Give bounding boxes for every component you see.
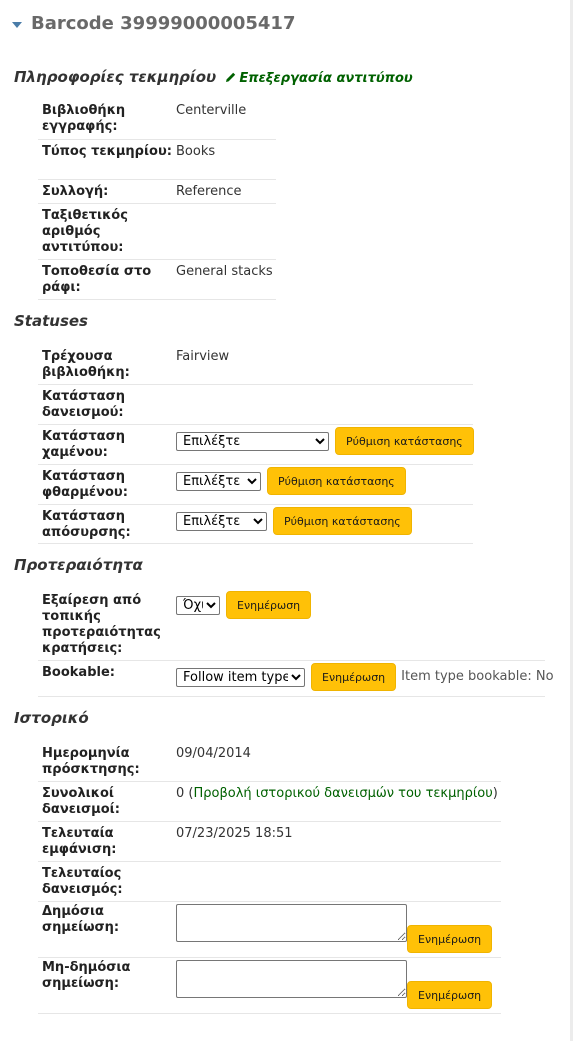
edit-item-link-label: Επεξεργασία αντιτύπου — [239, 71, 413, 86]
info-row-call-number — [38, 204, 276, 260]
close-paren: ) — [492, 786, 498, 801]
history-row-nonpublic-note — [38, 958, 501, 1014]
edit-item-link[interactable] — [225, 71, 412, 86]
priority-row-exempt — [38, 589, 545, 661]
status-value: Fairview — [176, 349, 230, 364]
info-label: Τύπος τεκμηρίου: — [42, 144, 172, 159]
withdrawn-status-select[interactable] — [176, 512, 267, 531]
info-row-home-library — [38, 99, 276, 140]
info-value: General stacks — [176, 264, 273, 279]
history-value: 09/04/2014 — [176, 746, 251, 761]
pencil-icon — [225, 71, 237, 83]
priority-controls — [176, 663, 554, 691]
section-title-item-info: Πληροφορίες τεκμηρίου — [14, 68, 217, 86]
history-row-acquisition — [38, 742, 501, 782]
status-label: Κατάσταση δανεισμού: — [42, 389, 125, 420]
barcode-header-toggle[interactable] — [12, 13, 295, 34]
update-public-note-button[interactable]: Ενημέρωση — [407, 925, 492, 953]
damaged-status-select[interactable] — [176, 472, 261, 491]
info-row-collection — [38, 180, 276, 204]
section-item-info — [14, 68, 413, 86]
status-label: Τρέχουσα βιβλιοθήκη: — [42, 349, 130, 380]
status-label: Κατάσταση φθαρμένου: — [42, 469, 128, 500]
info-value: Books — [176, 144, 216, 159]
history-label: Τελευταίος δανεισμός: — [42, 866, 123, 897]
history-row-public-note — [38, 902, 501, 958]
priority-row-bookable — [38, 661, 554, 697]
caret-down-icon — [12, 22, 22, 28]
status-row-damaged — [38, 465, 473, 505]
section-title-history: Ιστορικό — [14, 709, 89, 727]
set-lost-status-button[interactable]: Ρύθμιση κατάστασης — [335, 427, 474, 455]
history-value — [176, 786, 498, 802]
info-row-item-type — [38, 140, 276, 180]
local-holds-exempt-select[interactable] — [176, 596, 220, 615]
status-controls — [176, 507, 412, 535]
history-label: Δημόσια σημείωση: — [42, 904, 120, 935]
status-row-lost — [38, 425, 473, 465]
history-label: Ημερομηνία πρόσκτησης: — [42, 746, 140, 777]
priority-label: Bookable: — [42, 665, 115, 680]
set-withdrawn-status-button[interactable]: Ρύθμιση κατάστασης — [273, 507, 412, 535]
priority-label: Εξαίρεση από τοπικής προτεραιότητας κρατήσεις: — [42, 593, 161, 656]
history-value: 07/23/2025 18:51 — [176, 826, 293, 841]
history-label: Μη-δημόσια σημείωση: — [42, 960, 131, 991]
priority-controls — [176, 591, 311, 619]
update-exempt-button[interactable]: Ενημέρωση — [226, 591, 311, 619]
status-row-checkout — [38, 385, 473, 425]
info-value: Reference — [176, 184, 242, 199]
history-row-last-borrowed — [38, 862, 501, 902]
nonpublic-note-controls — [176, 960, 492, 1009]
checkout-history-link[interactable]: Προβολή ιστορικού δανεισμών του τεκμηρίου — [193, 786, 493, 801]
history-label: Συνολικοί δανεισμοί: — [42, 786, 120, 817]
section-title-statuses: Statuses — [14, 312, 88, 330]
info-label: Συλλογή: — [42, 184, 109, 199]
status-label: Κατάσταση απόσυρσης: — [42, 509, 131, 540]
history-label: Τελευταία εμφάνιση: — [42, 826, 117, 857]
status-row-current-library — [38, 345, 473, 385]
history-row-last-seen — [38, 822, 501, 862]
section-title-priority: Προτεραιότητα — [14, 556, 143, 574]
public-note-controls — [176, 904, 492, 953]
status-controls — [176, 467, 406, 495]
nonpublic-note-textarea[interactable] — [176, 960, 407, 998]
public-note-textarea[interactable] — [176, 904, 407, 942]
lost-status-select[interactable] — [176, 432, 329, 451]
barcode-title: Barcode 39999000005417 — [31, 13, 296, 34]
bookable-select[interactable] — [176, 668, 305, 687]
update-bookable-button[interactable]: Ενημέρωση — [311, 663, 396, 691]
info-label: Ταξιθετικός αριθμός αντιτύπου: — [42, 208, 128, 255]
info-row-shelving-location — [38, 260, 276, 300]
update-nonpublic-note-button[interactable]: Ενημέρωση — [407, 981, 492, 1009]
status-row-withdrawn — [38, 505, 473, 544]
bookable-hint: Item type bookable: No — [401, 669, 554, 684]
info-label: Βιβλιοθήκη εγγραφής: — [42, 103, 126, 134]
status-controls — [176, 427, 474, 455]
open-paren: ( — [188, 786, 194, 801]
info-label: Τοποθεσία στο ράφι: — [42, 264, 152, 295]
set-damaged-status-button[interactable]: Ρύθμιση κατάστασης — [267, 467, 406, 495]
history-row-total-checkouts — [38, 782, 501, 822]
info-value: Centerville — [176, 103, 247, 118]
total-checkouts-count: 0 — [176, 786, 185, 801]
status-label: Κατάσταση χαμένου: — [42, 429, 125, 460]
